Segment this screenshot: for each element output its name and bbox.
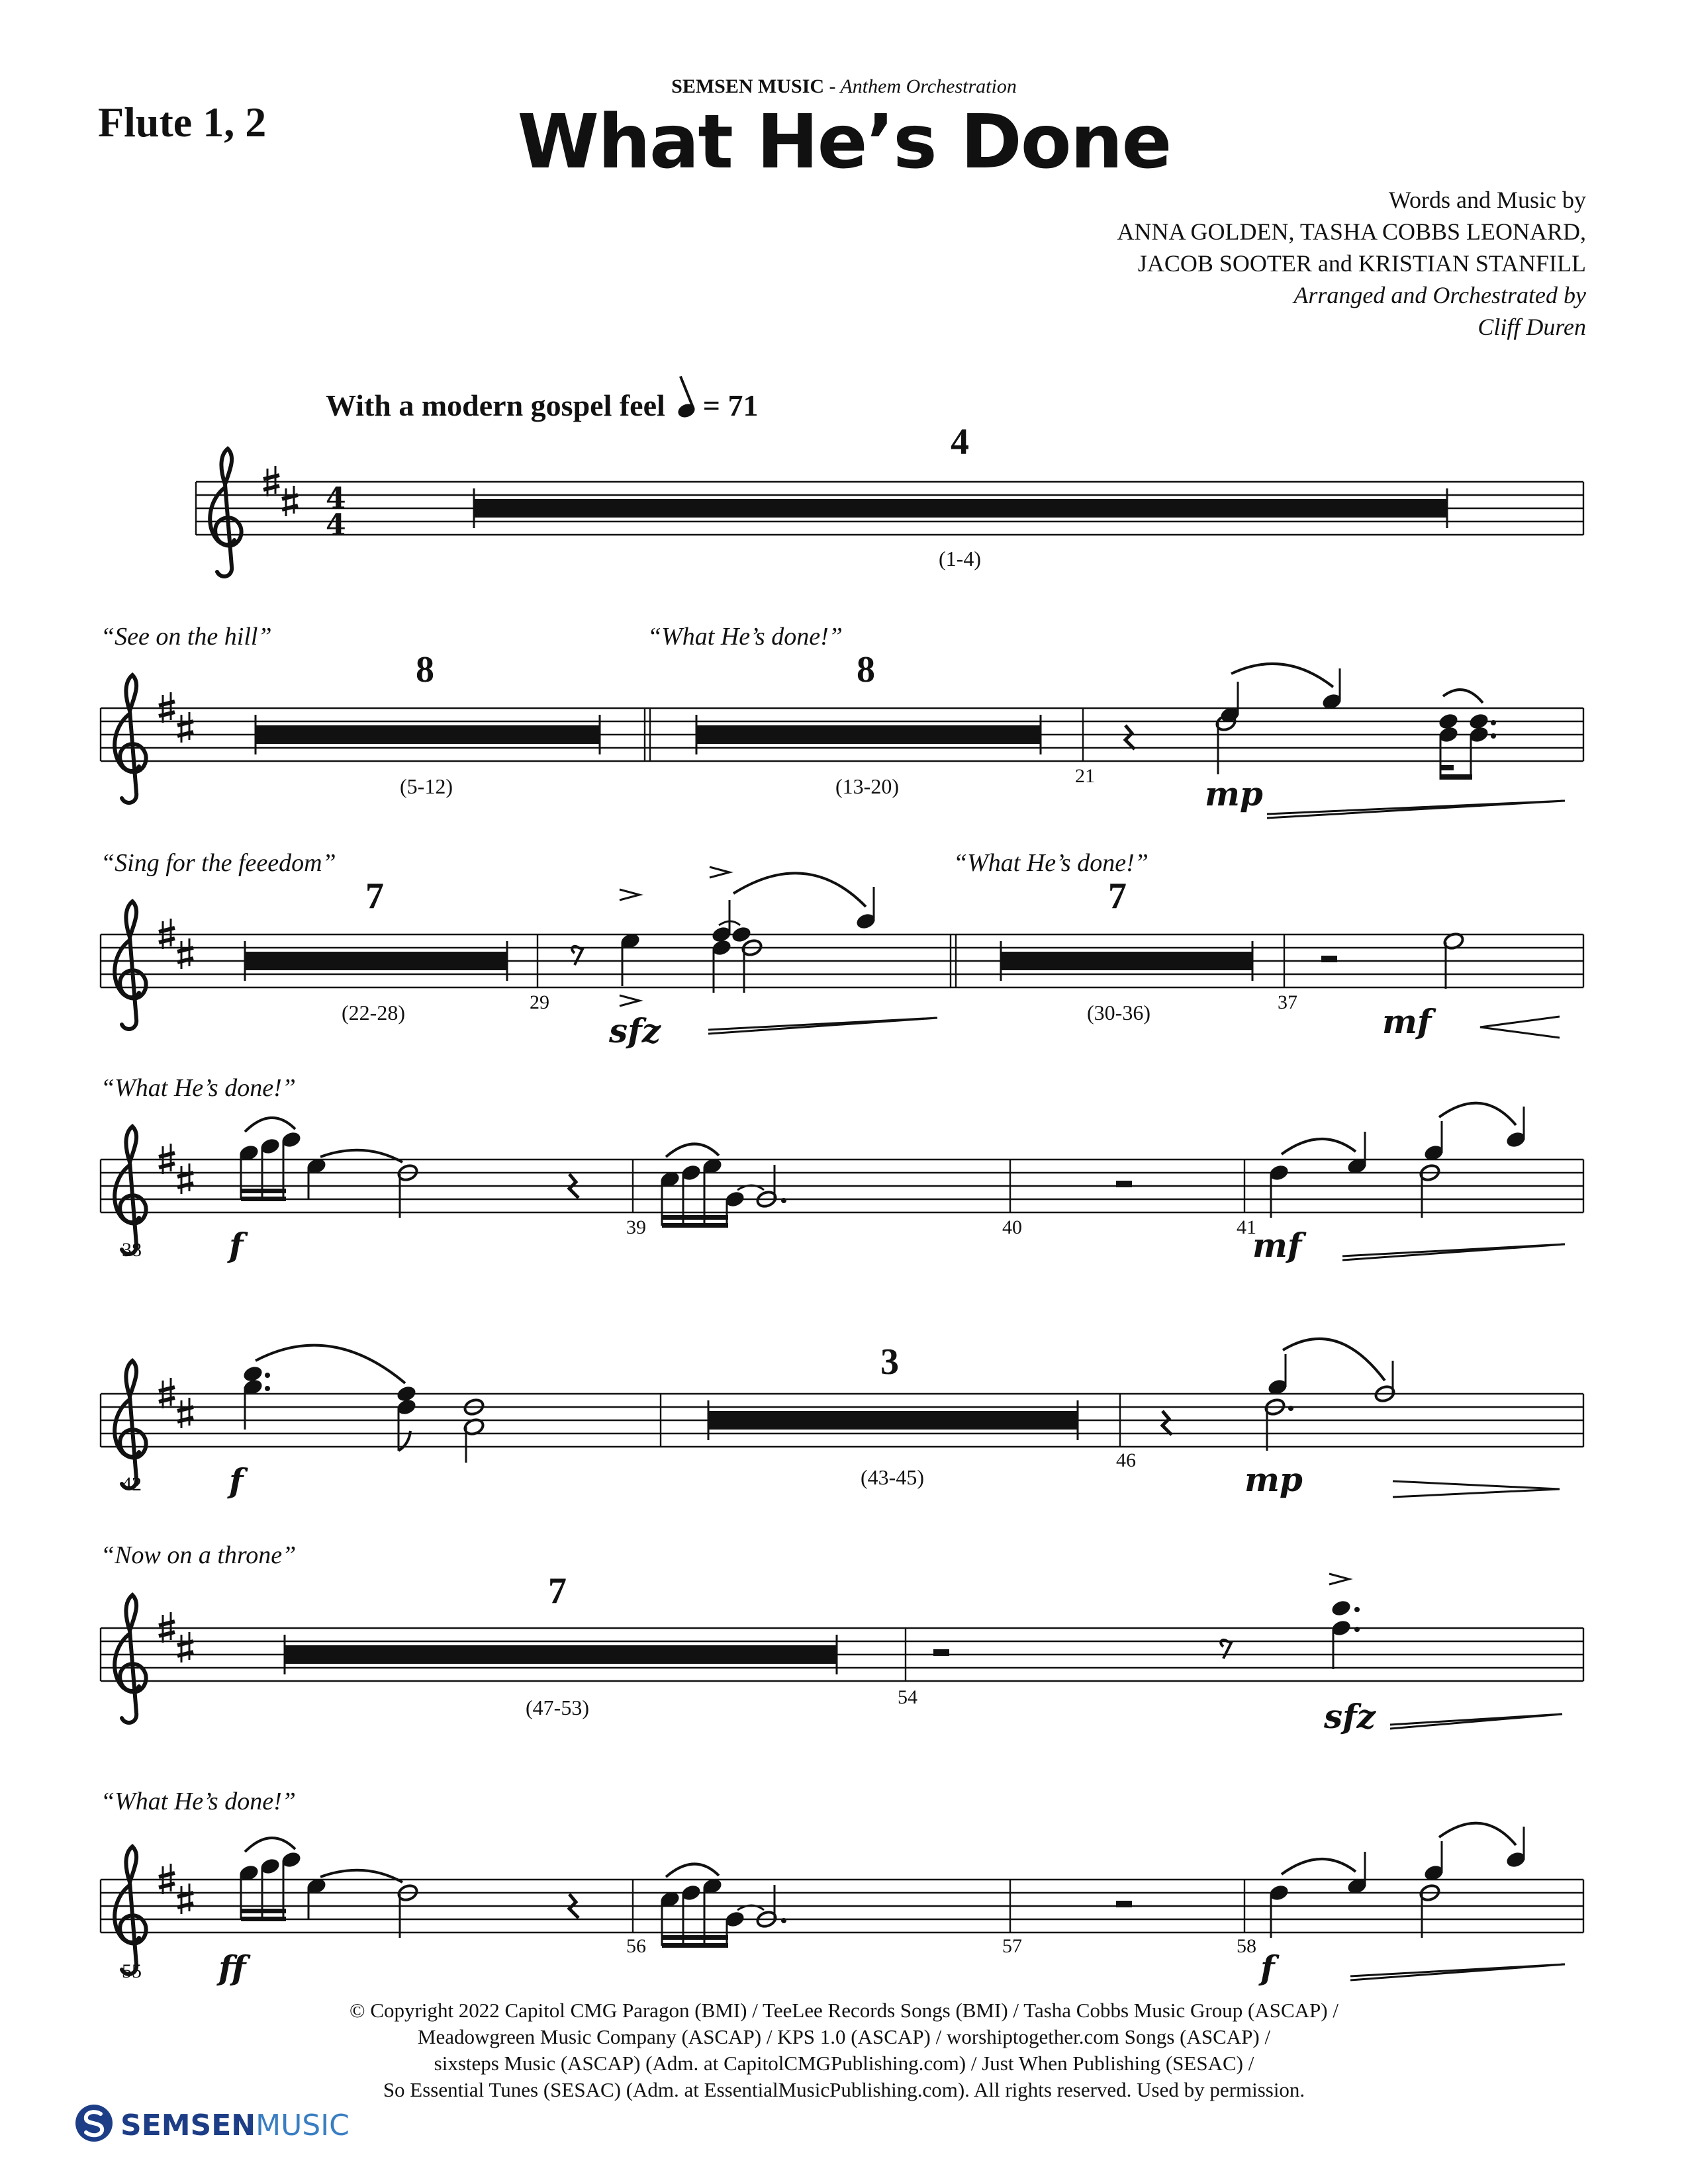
dynamic-marking: mf [1382,1002,1432,1041]
multirest-range: (30-36) [1087,1001,1150,1024]
cue-text: “What He’s done!” [101,1074,296,1102]
dynamic-marking: f [229,1461,244,1500]
staff-system-5 [101,1339,1583,1497]
cue-text: “What He’s done!” [953,849,1149,877]
semsen-s-logo-icon [74,2103,114,2143]
multirest-range: (5-12) [400,774,453,798]
staff-system-3 [101,867,1583,1038]
staff-system-2 [101,664,1583,818]
measure-number: 37 [1278,991,1297,1013]
staff-system-6 [101,1574,1583,1729]
dynamic-marking: mp [1205,774,1263,813]
dynamic-marking: f [1260,1948,1275,1987]
tempo-text: With a modern gospel feel [326,388,665,422]
cue-text: “What He’s done!” [647,623,843,651]
measure-number: 40 [1002,1216,1022,1238]
measure-number: 42 [122,1473,142,1495]
multirest-range: (22-28) [342,1001,405,1024]
svg-text:4: 4 [326,508,346,542]
measure-number: 54 [898,1686,917,1708]
logo-text-bold: SEMSEN [120,2109,256,2142]
part-name: Flute 1, 2 [98,99,267,146]
credits-writers-1: ANNA GOLDEN, TASHA COBBS LEONARD, [1117,218,1586,245]
copyright-line: sixsteps Music (ASCAP) (Adm. at CapitolCMGPublishing.com) / Just When Publishing (SESAC) / [434,2052,1254,2075]
measure-number: 21 [1075,765,1095,787]
multirest-count: 8 [857,649,875,690]
measure-number: 56 [626,1935,646,1957]
publisher-name: SEMSEN MUSIC [671,75,825,97]
measure-number: 57 [1002,1935,1022,1957]
tempo-bpm: = 71 [702,388,759,422]
multirest-count: 7 [1108,876,1127,917]
copyright-line: So Essential Tunes (SESAC) (Adm. at EssentialMusicPublishing.com). All rights reserved. Used by permission. [383,2078,1305,2101]
multirest-range: (47-53) [526,1696,589,1719]
staff-system-4 [101,1103,1583,1260]
multirest-count: 4 [951,422,969,463]
staff-system-1 [196,449,1583,576]
multirest-count: 3 [880,1342,899,1383]
song-title: What He’s Done [517,99,1171,185]
credits-arranger: Cliff Duren [1477,314,1586,340]
multirest-count: 8 [416,649,434,690]
svg-text:4: 4 [326,482,346,516]
credits-writers-2: JACOB SOOTER and KRISTIAN STANFILL [1137,250,1586,277]
multirest-count: 7 [548,1570,567,1612]
measure-number: 39 [626,1216,646,1238]
copyright-line: © Copyright 2022 Capitol CMG Paragon (BMI) / TeeLee Records Songs (BMI) / Tasha Cobbs Music Group (ASCAP) / [350,1999,1338,2022]
measure-number: 38 [122,1239,142,1261]
logo-wordmark [120,2109,350,2142]
dynamic-marking: mf [1252,1226,1302,1265]
multirest-range: (43-45) [861,1465,924,1489]
cue-text: “See on the hill” [101,623,272,651]
cue-text: “Now on a throne” [101,1541,297,1569]
dynamic-marking: sfz [609,1011,661,1050]
cue-text: “Sing for the feeedom” [101,849,336,877]
dynamic-marking: f [229,1226,244,1265]
dynamic-marking: ff [218,1948,246,1987]
logo-text-light: MUSIC [256,2109,350,2142]
measure-number: 58 [1237,1935,1256,1957]
credits-arranged: Arranged and Orchestrated by [1293,282,1586,308]
measure-number: 46 [1116,1449,1136,1471]
copyright-notice [0,1997,1688,2103]
dynamic-marking: mp [1244,1460,1303,1499]
cue-text: “What He’s done!” [101,1788,296,1815]
measure-number: 55 [122,1960,142,1982]
staff-system-7 [101,1823,1583,1980]
multirest-count: 7 [365,876,384,917]
dynamic-marking: sfz [1324,1697,1376,1736]
multirest-range: (1-4) [939,547,981,570]
credits-words-music: Words and Music by [1388,187,1586,213]
measure-number: 29 [530,991,549,1013]
multirest-range: (13-20) [835,774,899,798]
measure-number: 41 [1237,1216,1256,1238]
publisher-subtitle: - Anthem Orchestration [829,75,1017,97]
copyright-line: Meadowgreen Music Company (ASCAP) / KPS 1.0 (ASCAP) / worshiptogether.com Songs (ASCAP) / [417,2025,1271,2048]
